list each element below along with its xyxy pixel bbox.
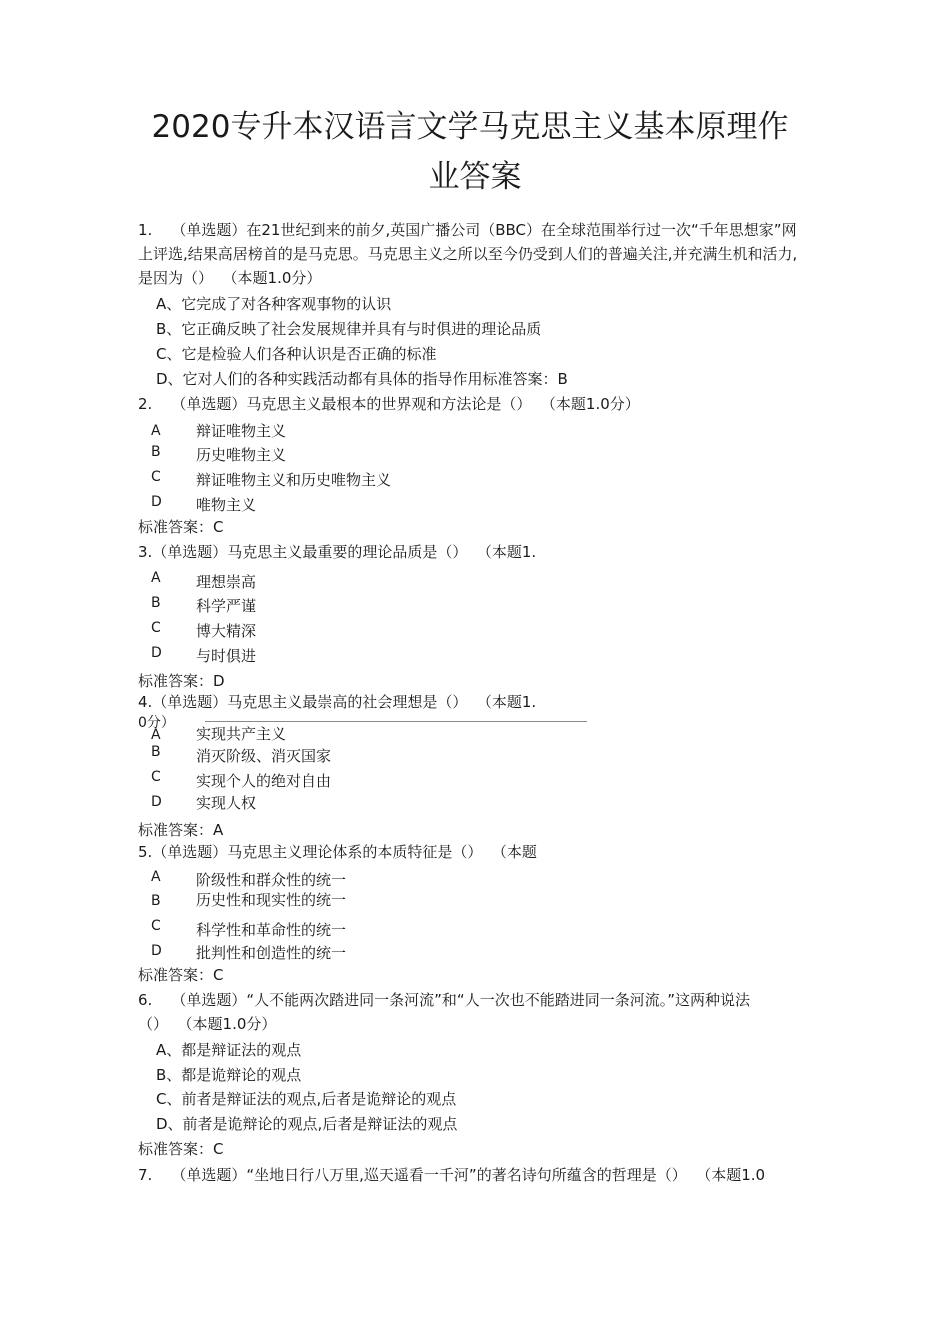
question-3-option-d-letter: D — [151, 645, 162, 661]
question-2-option-b-letter: B — [151, 444, 161, 460]
question-4-option-c-text: 实现个人的绝对自由 — [196, 772, 332, 790]
question-4-text-continuation: 0分） — [138, 715, 175, 731]
question-3-option-b-letter: B — [151, 595, 161, 611]
question-3-option-a-letter: A — [151, 570, 161, 586]
question-3-answer: 标准答案：D — [138, 672, 225, 690]
question-4-answer: 标准答案：A — [138, 821, 224, 839]
question-5-option-d-text: 批判性和创造性的统一 — [196, 944, 347, 962]
question-5-answer: 标准答案：C — [138, 966, 224, 984]
question-3-option-c-text: 博大精深 — [196, 622, 257, 640]
question-4-text: 4.（单选题）马克思主义最崇高的社会理想是（） （本题1. — [138, 693, 537, 711]
title-line-1: 2020专升本汉语言文学马克思主义基本原理作 — [151, 109, 789, 145]
question-4-option-b-text: 消灭阶级、消灭国家 — [196, 747, 332, 765]
question-5-text: 5.（单选题）马克思主义理论体系的本质特征是（） （本题 — [138, 843, 537, 861]
question-3-text: 3.（单选题）马克思主义最重要的理论品质是（） （本题1. — [138, 543, 537, 561]
question-2-option-c-letter: C — [151, 469, 161, 485]
question-4-option-a-text: 实现共产主义 — [196, 725, 287, 743]
question-2-option-b-text: 历史唯物主义 — [196, 446, 287, 464]
question-3-option-b-text: 科学严谨 — [196, 597, 257, 615]
question-4-option-c-letter: C — [151, 769, 161, 785]
question-5-option-d-letter: D — [151, 943, 162, 959]
question-2-option-d-text: 唯物主义 — [196, 496, 257, 514]
question-1-option-b: B、它正确反映了社会发展规律并具有与时俱进的理论品质 — [156, 320, 542, 338]
question-5-option-a-letter: A — [151, 869, 161, 885]
question-3-option-a-text: 理想崇高 — [196, 573, 257, 591]
question-6-option-a: A、都是辩证法的观点 — [156, 1041, 302, 1059]
question-5-option-c-text: 科学性和革命性的统一 — [196, 921, 347, 939]
question-2-option-a-text: 辩证唯物主义 — [196, 422, 287, 440]
question-1-text: 1. （单选题）在21世纪到来的前夕,英国广播公司（BBC）在全球范围举行过一次“千年思想家”网上评选,结果高居榜首的是马克思。马克思主义之所以至今仍受到人们的普遍关注,并充满生机和活力,是因为（） （本题1.0分） — [138, 221, 798, 287]
question-1-option-a: A、它完成了对各种客观事物的认识 — [156, 295, 392, 313]
question-5-option-a-text: 阶级性和群众性的统一 — [196, 871, 347, 889]
question-4-option-d-letter: D — [151, 794, 162, 810]
question-2-option-c-text: 辩证唯物主义和历史唯物主义 — [196, 471, 392, 489]
question-2-option-d-letter: D — [151, 494, 162, 510]
question-6-answer: 标准答案：C — [138, 1140, 224, 1158]
question-7-text: 7. （单选题）“坐地日行八万里,巡天遥看一千河”的著名诗句所蕴含的哲理是（） （本题1.0 — [138, 1166, 766, 1184]
question-5-option-b-letter: B — [151, 893, 161, 909]
question-6-option-d: D、前者是诡辩论的观点,后者是辩证法的观点 — [156, 1115, 458, 1133]
document-title — [90, 102, 850, 202]
question-6-text: 6. （单选题）“人不能两次踏进同一条河流”和“人一次也不能踏进同一条河流。”这两种说法（） （本题1.0分） — [138, 991, 750, 1033]
question-6-option-c: C、前者是辩证法的观点,后者是诡辩论的观点 — [156, 1090, 457, 1108]
question-4-option-d-text: 实现人权 — [196, 794, 257, 812]
question-2-option-a-letter: A — [151, 423, 161, 439]
question-2-text: 2. （单选题）马克思主义最根本的世界观和方法论是（） （本题1.0分） — [138, 395, 640, 413]
question-4-option-b-letter: B — [151, 744, 161, 760]
question-3-option-d-text: 与时俱进 — [196, 647, 257, 665]
question-1-option-c: C、它是检验人们各种认识是否正确的标准 — [156, 345, 437, 363]
question-5-option-c-letter: C — [151, 918, 161, 934]
title-line-2: 业答案 — [428, 159, 522, 195]
question-5-option-b-text: 历史性和现实性的统一 — [196, 891, 347, 909]
question-2-answer: 标准答案：C — [138, 518, 224, 536]
question-3-option-c-letter: C — [151, 620, 161, 636]
question-4-option-a-letter: A — [151, 727, 161, 743]
question-1-option-d-with-answer: D、它对人们的各种实践活动都有具体的指导作用标准答案：B — [156, 370, 568, 388]
question-6-option-b: B、都是诡辩论的观点 — [156, 1066, 302, 1084]
